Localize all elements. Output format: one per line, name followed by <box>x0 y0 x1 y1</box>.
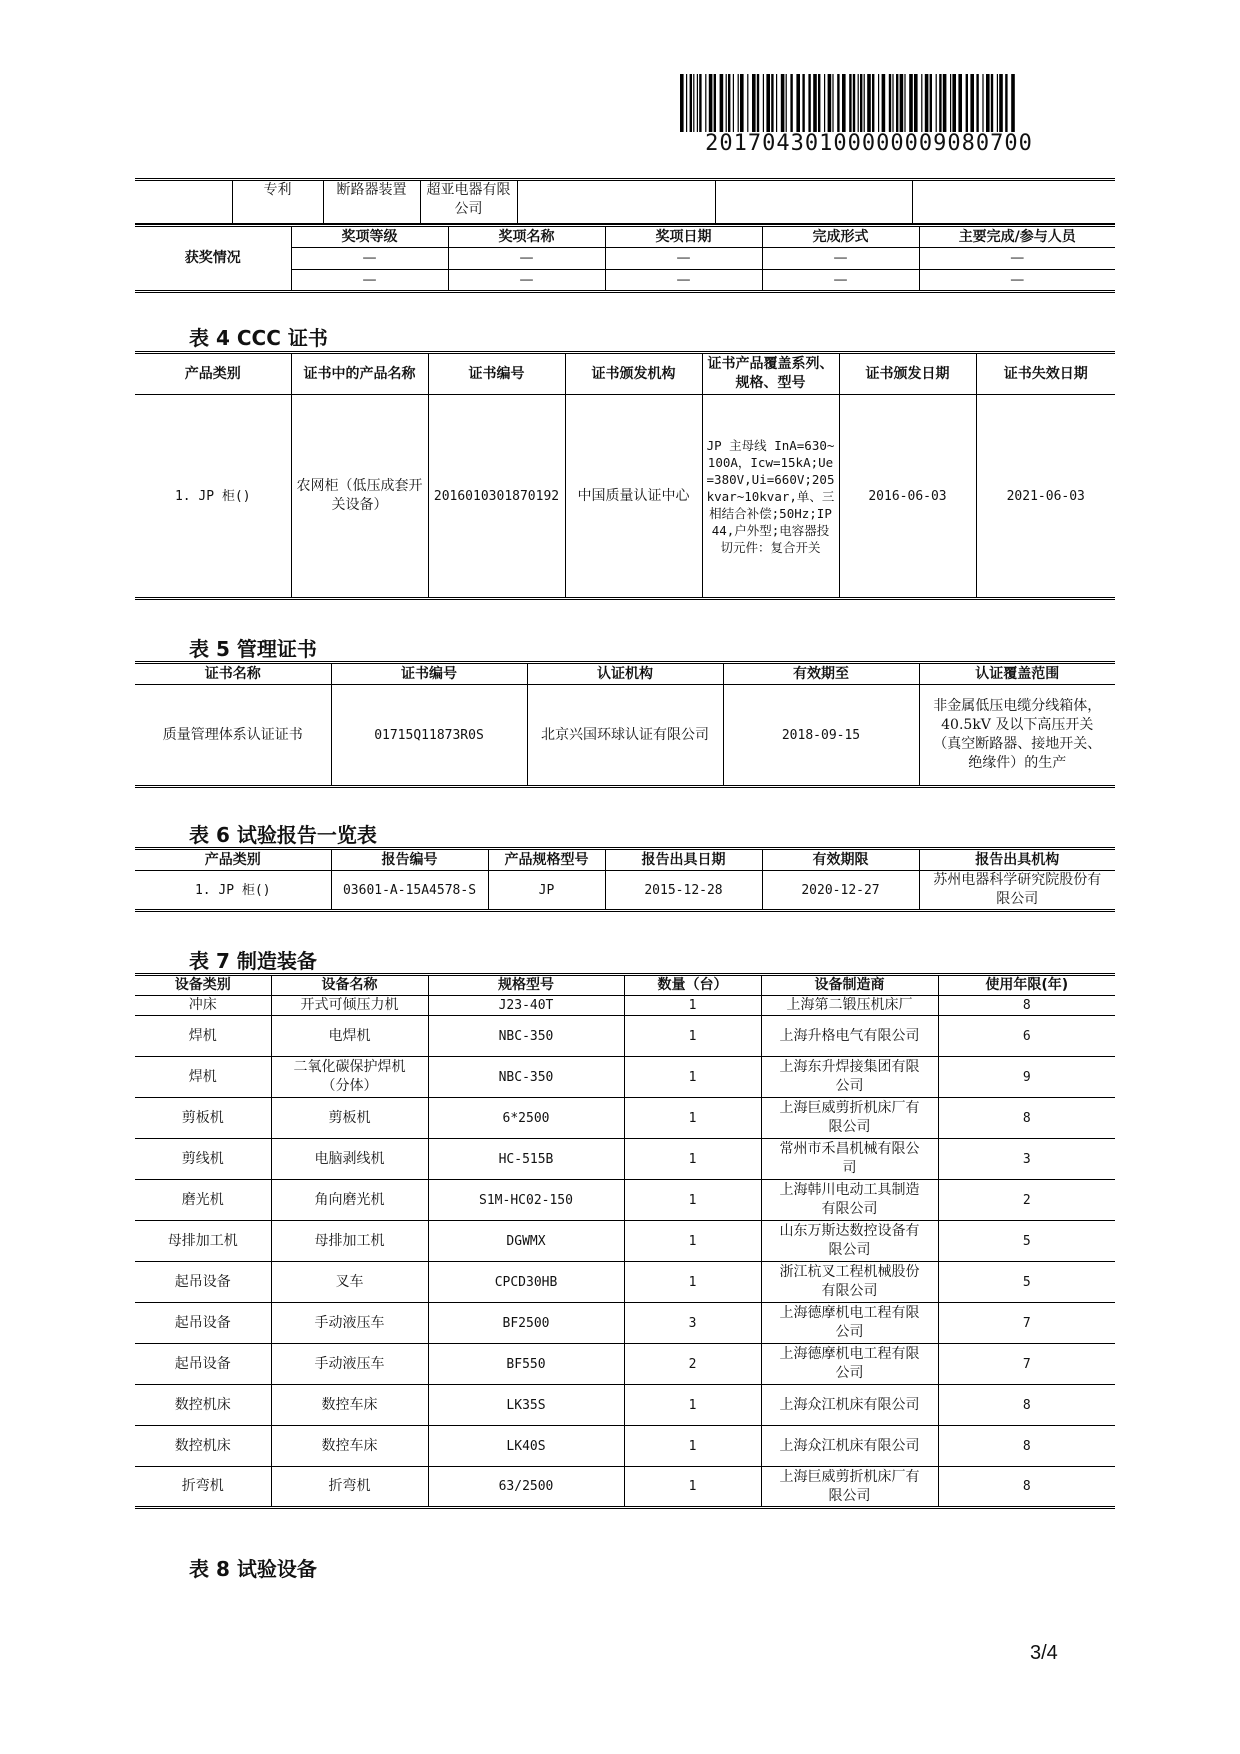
table7-equipment-name: 手动液压车 <box>271 1344 428 1385</box>
table7-equipment-quantity: 1 <box>624 1139 761 1180</box>
table7-equipment-maker: 上海德摩机电工程有限公司 <box>761 1344 938 1385</box>
ccc-certificate-table <box>135 351 1115 600</box>
barcode-bar <box>882 74 886 132</box>
barcode-bar <box>796 74 800 132</box>
barcode-bar <box>776 74 777 132</box>
table6-header: 报告出具日期 <box>605 849 762 871</box>
barcode-bar <box>909 74 913 132</box>
awards-header: 奖项名称 <box>448 226 605 248</box>
table6-header: 报告出具机构 <box>919 849 1115 871</box>
table5-header: 证书编号 <box>331 663 527 685</box>
barcode-bar <box>858 74 859 132</box>
barcode-bar <box>930 74 932 132</box>
table7-equipment-quantity: 2 <box>624 1344 761 1385</box>
awards-header: 奖项日期 <box>605 226 762 248</box>
table7-equipment-years: 8 <box>938 1098 1115 1139</box>
table7-equipment-maker: 山东万斯达数控设备有限公司 <box>761 1221 938 1262</box>
table7-equipment-quantity: 1 <box>624 1426 761 1467</box>
table7-row <box>135 1221 1115 1262</box>
barcode-bar <box>709 74 713 132</box>
barcode-bar <box>1011 74 1015 132</box>
table7-equipment-maker: 上海巨威剪折机床厂有限公司 <box>761 1467 938 1508</box>
awards-label: 获奖情况 <box>135 226 291 292</box>
barcode-bar <box>781 74 785 132</box>
patent-cell <box>517 180 715 224</box>
table7-header: 设备名称 <box>271 975 428 996</box>
barcode-bar <box>842 74 846 132</box>
barcode-bar <box>958 74 962 132</box>
management-certificate-table <box>135 661 1115 788</box>
table5-header: 证书名称 <box>135 663 331 685</box>
barcode-bar <box>860 74 862 132</box>
barcode-bar <box>837 74 839 132</box>
awards-cell: — <box>605 270 762 292</box>
barcode-bar <box>952 74 956 132</box>
table5-header: 认证覆盖范围 <box>919 663 1115 685</box>
patent-name-cell: 断路器装置 <box>323 180 420 224</box>
barcode-bar <box>889 74 891 132</box>
awards-table <box>135 224 1115 293</box>
awards-cell: — <box>919 270 1115 292</box>
barcode <box>678 74 1060 132</box>
table7-equipment-years: 8 <box>938 1385 1115 1426</box>
barcode-bar <box>853 74 855 132</box>
table5-title: 表 5 管理证书 <box>189 637 317 661</box>
table7-row <box>135 1016 1115 1057</box>
awards-cell: — <box>919 248 1115 270</box>
barcode-bar <box>970 74 974 132</box>
barcode-bar <box>818 74 820 132</box>
table7-equipment-category: 焊机 <box>135 1057 271 1098</box>
table7-equipment-years: 8 <box>938 1467 1115 1508</box>
table7-equipment-maker: 上海巨威剪折机床厂有限公司 <box>761 1098 938 1139</box>
table7-equipment-model: BF2500 <box>428 1303 624 1344</box>
table7-equipment-maker: 浙江杭叉工程机械股份有限公司 <box>761 1262 938 1303</box>
table6-agency: 苏州电器科学研究院股份有限公司 <box>919 871 1115 911</box>
table7-equipment-name: 二氧化碳保护焊机（分体） <box>271 1057 428 1098</box>
table7-row <box>135 1303 1115 1344</box>
test-report-table <box>135 847 1115 912</box>
barcode-bar <box>939 74 941 132</box>
barcode-bar <box>752 74 756 132</box>
table7-row <box>135 1344 1115 1385</box>
table7-row <box>135 1426 1115 1467</box>
barcode-bar <box>900 74 904 132</box>
table7-equipment-model: DGWMX <box>428 1221 624 1262</box>
barcode-bar <box>747 74 748 132</box>
barcode-bar <box>693 74 694 132</box>
barcode-bar <box>867 74 871 132</box>
table4-header: 证书产品覆盖系列、规格、型号 <box>702 353 839 395</box>
table7-equipment-model: 6*2500 <box>428 1098 624 1139</box>
table7-equipment-name: 手动液压车 <box>271 1303 428 1344</box>
table5-number: 01715Q11873R0S <box>331 685 527 787</box>
barcode-bar <box>813 74 817 132</box>
awards-header: 完成形式 <box>762 226 919 248</box>
table7-equipment-model: BF550 <box>428 1344 624 1385</box>
barcode-bar <box>824 74 825 132</box>
manufacturing-equipment-table <box>135 973 1115 1509</box>
table7-header: 设备类别 <box>135 975 271 996</box>
table7-equipment-model: 63/2500 <box>428 1467 624 1508</box>
table7-equipment-name: 母排加工机 <box>271 1221 428 1262</box>
barcode-bar <box>714 74 716 132</box>
table4-coverage: JP 主母线 InA=630~100A，Icw=15kA;Ue=380V,Ui=660V;205kvar~10kvar,单、三相结合补偿;50Hz;IP44,户外型;电容器投切元件：复合开关 <box>702 395 839 599</box>
awards-cell: — <box>762 248 919 270</box>
table6-category: 1. JP 柜() <box>135 871 331 911</box>
table5-authority: 北京兴国环球认证有限公司 <box>527 685 723 787</box>
table7-equipment-model: S1M-HC02-150 <box>428 1180 624 1221</box>
table7-row <box>135 1057 1115 1098</box>
barcode-bar <box>864 74 865 132</box>
barcode-bar <box>914 74 918 132</box>
table4-number: 2016010301870192 <box>428 395 565 599</box>
table7-equipment-quantity: 1 <box>624 1221 761 1262</box>
table7-title: 表 7 制造装备 <box>189 949 317 973</box>
patent-cell <box>912 180 1115 224</box>
table6-header: 报告编号 <box>331 849 488 871</box>
barcode-bar <box>896 74 898 132</box>
table7-header: 设备制造商 <box>761 975 938 996</box>
table5-row <box>135 685 1115 787</box>
barcode-bar <box>892 74 893 132</box>
barcode-bar <box>728 74 730 132</box>
table7-equipment-name: 电焊机 <box>271 1016 428 1057</box>
table6-header: 有效期限 <box>762 849 919 871</box>
table4-expiry-date: 2021-06-03 <box>976 395 1115 599</box>
table5-header: 有效期至 <box>723 663 919 685</box>
table4-row <box>135 395 1115 599</box>
table7-equipment-name: 折弯机 <box>271 1467 428 1508</box>
table7-row <box>135 1385 1115 1426</box>
table7-equipment-maker: 上海第二锻压机床厂 <box>761 996 938 1016</box>
patent-awards-table <box>135 178 1115 224</box>
table7-equipment-name: 剪板机 <box>271 1098 428 1139</box>
table5-valid-until: 2018-09-15 <box>723 685 919 787</box>
table7-equipment-years: 5 <box>938 1221 1115 1262</box>
table7-row <box>135 1098 1115 1139</box>
table7-equipment-model: NBC-350 <box>428 1057 624 1098</box>
awards-cell: — <box>762 270 919 292</box>
barcode-bar <box>699 74 701 132</box>
barcode-bar <box>1005 74 1007 132</box>
awards-cell: — <box>448 270 605 292</box>
table7-header: 规格型号 <box>428 975 624 996</box>
table7-equipment-model: NBC-350 <box>428 1016 624 1057</box>
barcode-bar <box>904 74 905 132</box>
barcode-bar <box>720 74 724 132</box>
awards-cell: — <box>291 270 448 292</box>
table7-equipment-quantity: 1 <box>624 1098 761 1139</box>
table7-equipment-category: 数控机床 <box>135 1426 271 1467</box>
table5-name: 质量管理体系认证证书 <box>135 685 331 787</box>
table4-title: 表 4 CCC 证书 <box>189 326 328 350</box>
barcode-bar <box>771 74 773 132</box>
table7-equipment-quantity: 1 <box>624 1385 761 1426</box>
barcode-bar <box>790 74 792 132</box>
barcode-bar <box>921 74 922 132</box>
table7-equipment-name: 数控车床 <box>271 1385 428 1426</box>
table5-header: 认证机构 <box>527 663 723 685</box>
barcode-bar <box>686 74 687 132</box>
barcode-bar <box>690 74 692 132</box>
barcode-bar <box>705 74 706 132</box>
table4-issue-date: 2016-06-03 <box>839 395 976 599</box>
awards-header: 主要完成/参与人员 <box>919 226 1115 248</box>
table7-equipment-name: 角向磨光机 <box>271 1180 428 1221</box>
table4-product: 农网柜（低压成套开关设备） <box>291 395 428 599</box>
table7-equipment-maker: 上海德摩机电工程有限公司 <box>761 1303 938 1344</box>
table7-equipment-quantity: 1 <box>624 996 761 1016</box>
table6-header: 产品规格型号 <box>488 849 605 871</box>
barcode-bar <box>697 74 698 132</box>
table7-header: 数量（台） <box>624 975 761 996</box>
patent-owner-cell: 超亚电器有限公司 <box>420 180 517 224</box>
barcode-bar <box>999 74 1003 132</box>
table7-equipment-category: 数控机床 <box>135 1385 271 1426</box>
table7-equipment-model: LK40S <box>428 1426 624 1467</box>
table7-equipment-years: 6 <box>938 1016 1115 1057</box>
table4-header: 证书中的产品名称 <box>291 353 428 395</box>
barcode-bar <box>740 74 744 132</box>
table4-category: 1. JP 柜() <box>135 395 291 599</box>
barcode-bar <box>786 74 787 132</box>
barcode-bar <box>828 74 832 132</box>
table7-row <box>135 1262 1115 1303</box>
barcode-bar <box>982 74 983 132</box>
table7-equipment-years: 3 <box>938 1139 1115 1180</box>
table7-row <box>135 1180 1115 1221</box>
table7-equipment-years: 8 <box>938 996 1115 1016</box>
barcode-bar <box>808 74 810 132</box>
table7-equipment-maker: 上海韩川电动工具制造有限公司 <box>761 1180 938 1221</box>
table5-scope: 非金属低压电缆分线箱体，40.5kV 及以下高压开关（真空断路器、接地开关、绝缘件）的生产 <box>919 685 1115 787</box>
barcode-bar <box>878 74 879 132</box>
table7-equipment-maker: 上海众江机床有限公司 <box>761 1385 938 1426</box>
table7-equipment-category: 起吊设备 <box>135 1303 271 1344</box>
barcode-number: 20170430100000009080700 <box>705 131 1033 156</box>
barcode-bar <box>763 74 764 132</box>
table7-header: 使用年限(年) <box>938 975 1115 996</box>
table7-equipment-category: 起吊设备 <box>135 1344 271 1385</box>
table7-equipment-quantity: 1 <box>624 1467 761 1508</box>
barcode-bar <box>757 74 759 132</box>
table7-equipment-years: 9 <box>938 1057 1115 1098</box>
barcode-bar <box>849 74 851 132</box>
barcode-bar <box>986 74 990 132</box>
barcode-bar <box>943 74 947 132</box>
barcode-bar <box>872 74 874 132</box>
table7-equipment-category: 剪板机 <box>135 1098 271 1139</box>
barcode-bar <box>738 74 739 132</box>
table7-equipment-model: HC-515B <box>428 1139 624 1180</box>
patent-row <box>135 180 1115 224</box>
awards-cell: — <box>605 248 762 270</box>
barcode-bar <box>733 74 734 132</box>
table7-equipment-years: 7 <box>938 1303 1115 1344</box>
table6-header: 产品类别 <box>135 849 331 871</box>
table7-equipment-category: 起吊设备 <box>135 1262 271 1303</box>
table4-header: 证书颁发日期 <box>839 353 976 395</box>
table7-equipment-maker: 常州市禾昌机械有限公司 <box>761 1139 938 1180</box>
barcode-bar <box>950 74 951 132</box>
table4-header: 证书编号 <box>428 353 565 395</box>
table7-equipment-quantity: 1 <box>624 1016 761 1057</box>
table7-body <box>135 996 1115 1508</box>
patent-cell <box>715 180 912 224</box>
page-number: 3/4 <box>1030 1642 1058 1664</box>
table7-equipment-category: 磨光机 <box>135 1180 271 1221</box>
patent-cell <box>135 180 232 224</box>
table7-equipment-years: 8 <box>938 1426 1115 1467</box>
table7-equipment-name: 电脑剥线机 <box>271 1139 428 1180</box>
barcode-bar <box>802 74 804 132</box>
barcode-bar <box>925 74 929 132</box>
table7-row <box>135 1467 1115 1508</box>
barcode-bar <box>936 74 937 132</box>
barcode-bar <box>997 74 998 132</box>
table7-equipment-category: 母排加工机 <box>135 1221 271 1262</box>
table4-header: 产品类别 <box>135 353 291 395</box>
barcode-bar <box>976 74 978 132</box>
table7-equipment-maker: 上海众江机床有限公司 <box>761 1426 938 1467</box>
table7-equipment-maker: 上海东升焊接集团有限公司 <box>761 1057 938 1098</box>
awards-cell: — <box>448 248 605 270</box>
patent-type-cell: 专利 <box>232 180 323 224</box>
table7-equipment-category: 剪线机 <box>135 1139 271 1180</box>
barcode-bar <box>832 74 833 132</box>
table7-equipment-name: 开式可倾压力机 <box>271 996 428 1016</box>
table7-equipment-quantity: 1 <box>624 1262 761 1303</box>
table7-equipment-maker: 上海升格电气有限公司 <box>761 1016 938 1057</box>
table7-equipment-model: CPCD30HB <box>428 1262 624 1303</box>
table6-title: 表 6 试验报告一览表 <box>189 823 377 847</box>
table7-equipment-years: 7 <box>938 1344 1115 1385</box>
table7-equipment-years: 2 <box>938 1180 1115 1221</box>
table7-equipment-name: 叉车 <box>271 1262 428 1303</box>
table8-title: 表 8 试验设备 <box>189 1557 317 1581</box>
table4-header: 证书颁发机构 <box>565 353 702 395</box>
awards-cell: — <box>291 248 448 270</box>
table7-equipment-years: 5 <box>938 1262 1115 1303</box>
barcode-bar <box>991 74 993 132</box>
table7-equipment-quantity: 1 <box>624 1180 761 1221</box>
barcode-bar <box>966 74 968 132</box>
table7-equipment-category: 冲床 <box>135 996 271 1016</box>
table6-date: 2015-12-28 <box>605 871 762 911</box>
table7-equipment-name: 数控车床 <box>271 1426 428 1467</box>
table7-equipment-quantity: 1 <box>624 1057 761 1098</box>
table7-equipment-quantity: 3 <box>624 1303 761 1344</box>
table7-equipment-model: J23-40T <box>428 996 624 1016</box>
table6-number: 03601-A-15A4578-S <box>331 871 488 911</box>
table6-row <box>135 871 1115 911</box>
barcode-bar <box>766 74 770 132</box>
barcode-bar <box>726 74 727 132</box>
table7-equipment-category: 折弯机 <box>135 1467 271 1508</box>
table7-row <box>135 996 1115 1016</box>
table6-valid: 2020-12-27 <box>762 871 919 911</box>
table4-authority: 中国质量认证中心 <box>565 395 702 599</box>
table7-equipment-category: 焊机 <box>135 1016 271 1057</box>
table7-row <box>135 1139 1115 1180</box>
barcode-bar <box>680 74 684 132</box>
table7-equipment-model: LK35S <box>428 1385 624 1426</box>
table6-model: JP <box>488 871 605 911</box>
awards-header: 奖项等级 <box>291 226 448 248</box>
table4-header: 证书失效日期 <box>976 353 1115 395</box>
